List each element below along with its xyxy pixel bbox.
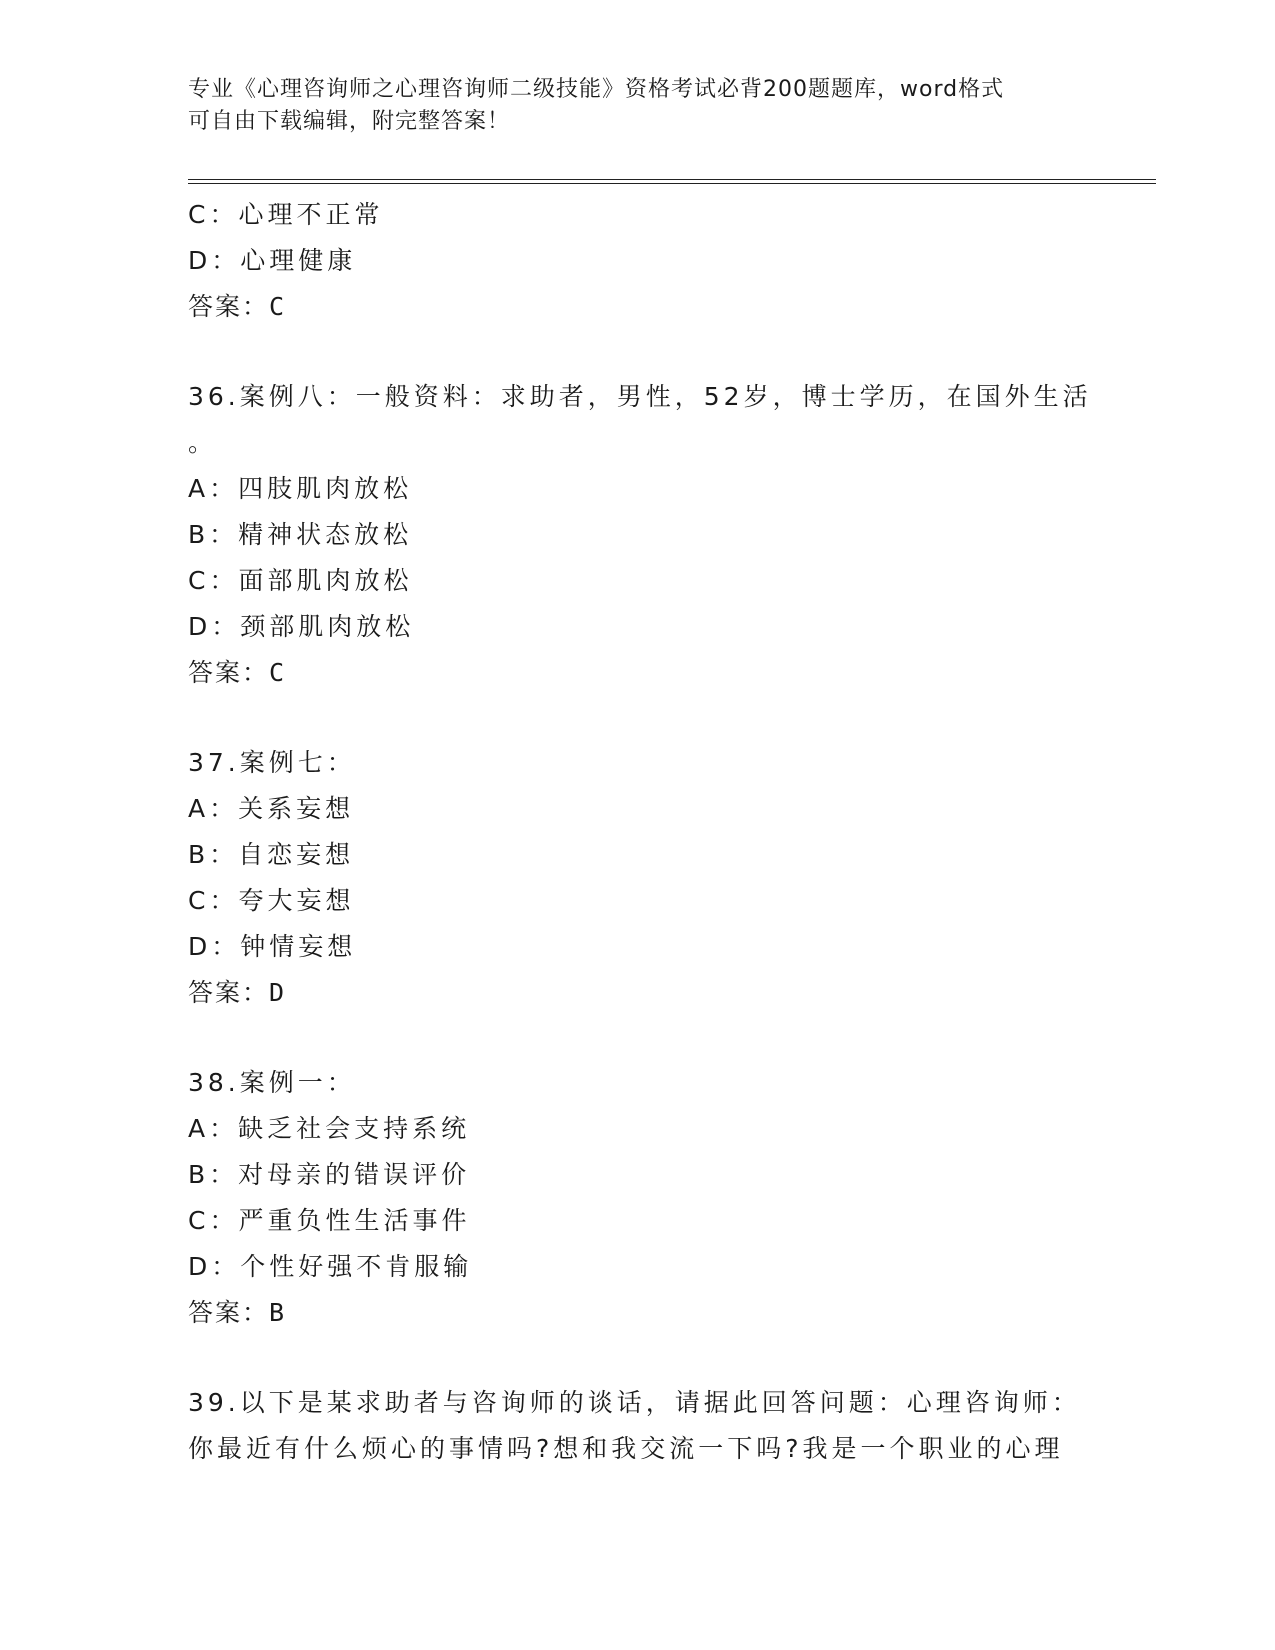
answer-line: [188, 650, 1088, 696]
header-divider-bottom: [188, 183, 1156, 184]
option-line: A：四肢肌肉放松: [188, 474, 413, 503]
question-stem: 39.以下是某求助者与咨询师的谈话，请据此回答问题：心理咨询师：: [188, 1388, 1081, 1417]
question-37: [188, 740, 1088, 1016]
answer-line: [188, 1290, 1088, 1336]
option-line: D：颈部肌肉放松: [188, 612, 415, 641]
option-line: B：精神状态放松: [188, 520, 413, 549]
answer-label: 答案：: [188, 1298, 270, 1327]
answer-value: C: [269, 292, 287, 321]
question-stem: 37.案例七：: [188, 748, 356, 777]
answer-line: [188, 970, 1088, 1016]
option-line: C：面部肌肉放松: [188, 566, 413, 595]
option-line: B：对母亲的错误评价: [188, 1160, 471, 1189]
header-divider-top: [188, 179, 1156, 180]
option-line: D：钟情妄想: [188, 932, 357, 961]
option-line: C：严重负性生活事件: [188, 1206, 471, 1235]
document-header: [188, 74, 1088, 138]
header-line-1: 专业《心理咨询师之心理咨询师二级技能》资格考试必背200题题库，word格式: [188, 77, 1005, 102]
header-line-2: 可自由下载编辑，附完整答案！: [188, 109, 511, 134]
question-carryover: [188, 192, 1088, 330]
option-line: C：夸大妄想: [188, 886, 355, 915]
answer-label: 答案：: [188, 292, 270, 321]
option-line: A：缺乏社会支持系统: [188, 1114, 471, 1143]
option-line: D：个性好强不肯服输: [188, 1252, 473, 1281]
answer-value: D: [269, 978, 287, 1007]
answer-label: 答案：: [188, 658, 270, 687]
question-stem-continued: 。: [188, 428, 218, 457]
option-line: A：关系妄想: [188, 794, 355, 823]
option-line: C：心理不正常: [188, 200, 384, 229]
question-38: [188, 1060, 1088, 1336]
question-36: [188, 374, 1092, 696]
answer-value: B: [269, 1298, 287, 1327]
question-39: [188, 1380, 1088, 1472]
answer-value: C: [269, 658, 287, 687]
answer-label: 答案：: [188, 978, 270, 1007]
option-line: D：心理健康: [188, 246, 357, 275]
answer-line: [188, 284, 1088, 330]
option-line: B：自恋妄想: [188, 840, 355, 869]
document-body: [188, 192, 1092, 1472]
question-stem: 36.案例八：一般资料：求助者，男性，52岁，博士学历，在国外生活: [188, 382, 1092, 411]
question-stem: 38.案例一：: [188, 1068, 356, 1097]
question-stem-continued: 你最近有什么烦心的事情吗?想和我交流一下吗?我是一个职业的心理: [188, 1434, 1064, 1463]
